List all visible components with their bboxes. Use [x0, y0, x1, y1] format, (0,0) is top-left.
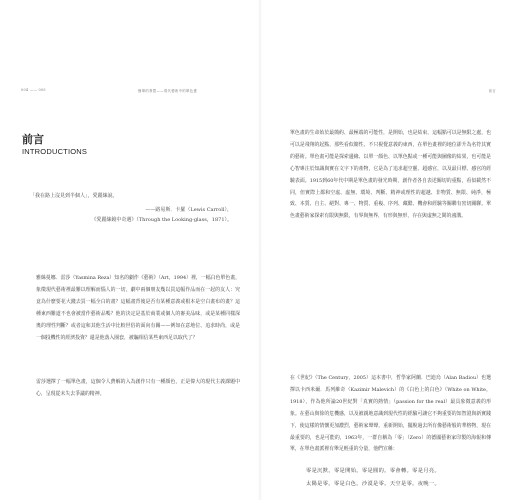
body-paragraph: 單色畫的生命始於最簡約、最極端的可能性，是開始，也是結束，這幅點可以是無限之處，也可以是飛翔的起點，那些看似簡性、不只視覺意義的東西，在單色畫裡的地位卻升為名符其實的藝術。單色畫可能是探索邊緣、以單一顏色、以單色點或一種可能與圖像的結果，也可能是心智專注於知識與實在文字下的產物，它是為了追求超空靈、超感官，以及最目標、感官的經驗表面。1915到60年代中期是單色畫的發光時期，創作者各自表述關切的重點，看似載然不同，但實際上都和空虛、虛無、環境、判斷、精神或理性的超越、非物質、無限、純淨，極致、本質、自主、絕對、專一、物質、重複、序列、藏酷、機會和經驗等關聯有密切關聯。單色畫藝術家探索有限與無限，有界與無界，有形與無形，存在與虛無之間的鴻溝。: [290, 130, 491, 220]
poem-line: 零是沉默。零是開始。零是圓的。零會轉。零是月亮。: [306, 468, 441, 474]
running-head-book-title: 簡單的責罰——現代藝術中的單色畫: [138, 89, 198, 93]
running-head-chapter: 前言: [488, 89, 496, 93]
right-page: [260, 0, 520, 500]
epigraph-attribution-work: 《愛麗絲鏡中奇遇》（Through the Looking-glass，1871）。: [91, 217, 232, 223]
page-number-range: 004 —— 005: [21, 88, 46, 92]
chapter-title-english: INTRODUCTIONS: [22, 147, 88, 156]
chapter-title: 前言: [22, 133, 44, 146]
body-paragraph: 在《世紀》（The Century，2005）這本書中，哲學家阿蘭．巴迪烏（Alan Badiou）也選擇以卡西米爾．馬列維奇（Kazimir Malevich）的《白色上的白色》（White on White，1918），作為他所論20世紀對「真實的熱情」（passion for the real）最具象徵意義的形象。在藝山與徐的危機感，以及被親地意識到現代性的經驗可讓它不夠重要的知智證與新實踐下，使這樣的情懷更加濃烈，藝術家聲聲，重新開始，擺脫過去所有像藝術般的華格物，現在最重要的，也是可能的，1963年，一群自稱為「零」（Zero）的德國藝術家印製的海報和傳單，在單色畫派裡有舉足輕重的分量，他們宣稱：: [290, 375, 491, 453]
poem-line: 太陽是零。零是白色。沙漠是零。天空是零。夜晚一。: [306, 481, 441, 487]
body-paragraph: 雅絲曼娜．雷莎（Yasmina Reza）知名的劇作《藝術》（Art，1994）裡，一幅白色單色畫，象徵現代藝術裡最難以理解而惱人的一切，劇中兩個朋友幾以買這幅作品而在一起的友人：究竟為什麼要花大錢去買一幅全白的畫？這幅畫背後是否有某種意義或根本是空白畫布的畫？這種東西難道不也會被當作藝術品嗎？他的決定是基於商業或個人的審美品味，或是某種同樣深奧的理性判斷？或者這和其他生活中比較世俗的面向有關——例如在意地位、追求時尚，或是一個投機性的經濟投資？還是他落入圈套，被騙相信某些東西足以取代了？: [36, 275, 240, 341]
epigraph-quote: 「我在路上沒見到半個人」，愛麗絲說。: [30, 193, 118, 199]
body-paragraph: 雷莎選擇了一幅單色畫，這個令人費解的入為創作只有一種顏色，正是偉大的現代主義課題中心，呈現從未失去爭議的精神。: [36, 379, 240, 397]
epigraph-attribution-author: ——路易斯．卡羅（Lewis Carroll），: [145, 207, 232, 213]
